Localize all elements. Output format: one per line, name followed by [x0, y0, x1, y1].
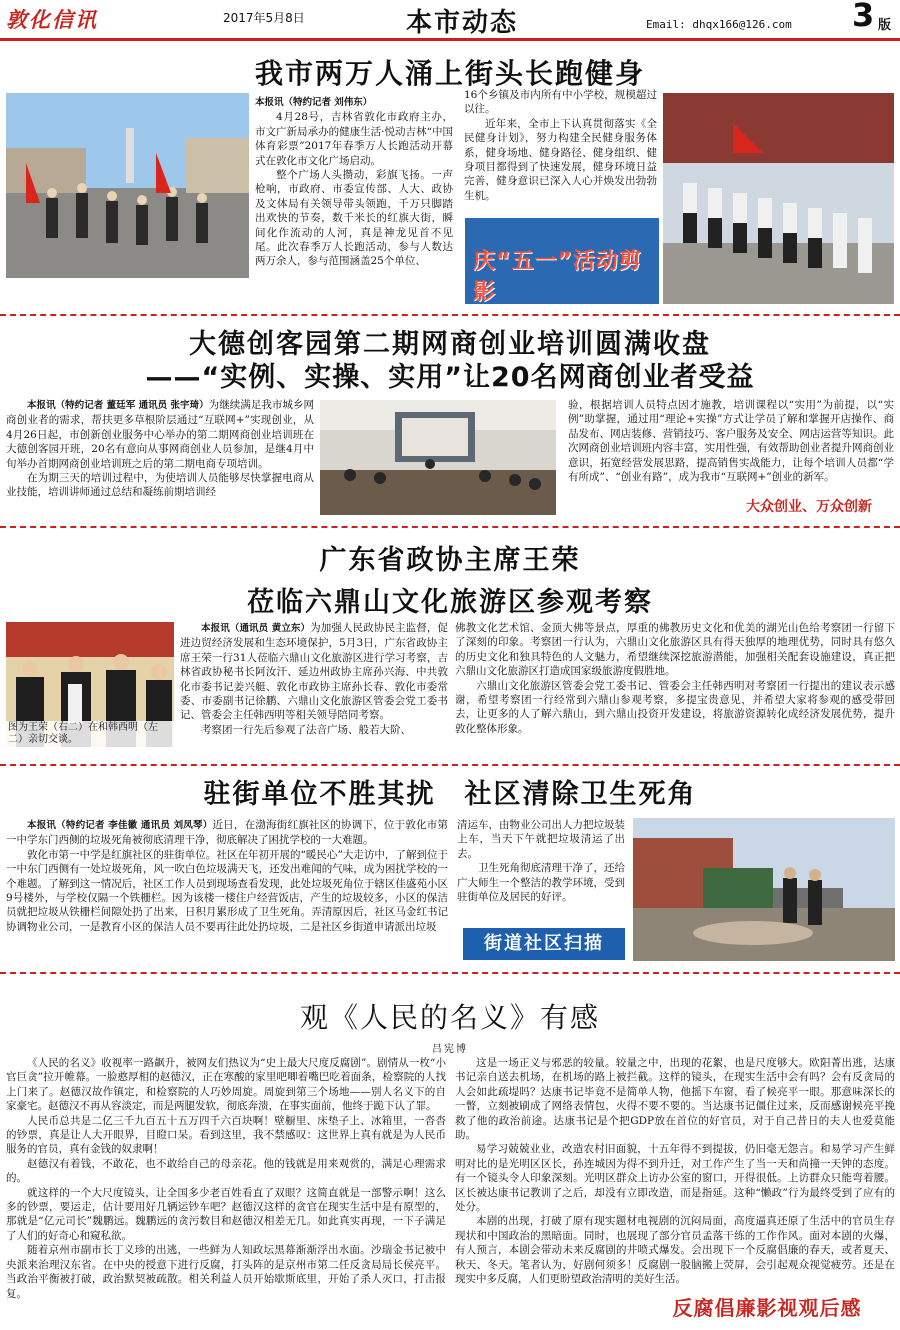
article3-col2-para1: 佛教文化艺术馆、金顶大佛等景点，厚重的佛教历史文化和优美的湖光山色给考察团一行留下了深刻的印象。考察团一行认为，六鼎山文化旅游区具有得天独厚的地理优势，同时具有悠久的历史文化和独具特色的人文魅力，希望继续深挖旅游潜能，加强相关配套设施建设，真正把六鼎山文化旅游区打造成国家级旅游度假胜地。 [455, 622, 895, 678]
article1-stamp [465, 218, 659, 304]
training-photo [320, 400, 556, 515]
article1-col2-para1: 16个乡镇及市内所有中小学校，规模超过以往。 [464, 89, 657, 116]
page-suffix: 版 [878, 18, 892, 33]
article1-col1 [255, 96, 453, 269]
article2-col2-para: 验，根据培训人员特点因才施教，培训课程以“实用”为前提，以“实例”助掌握，通过用“理论+实操”方式让学员了解和掌握开店操作、商品发布、网店装修、营销技巧、客户服务及安全、网店运营等知识。此次网商创业培训班内容丰富，实用性强，有效帮助创业者提升网商创业意识，拓宽经营发展思路，提高销售实战能力，让每个培训人员都“学有所成”、“创业有路”，成为我市“互联网+”创业的新军。 [568, 399, 894, 484]
article3-title-line2: 莅临六鼎山文化旅游区参观考察 [247, 587, 653, 618]
article2-byline: 本报讯（特约记者 董廷军 通讯员 张宇琦） [27, 400, 209, 411]
runners-street-image [6, 93, 249, 278]
masthead-rule [0, 38, 900, 41]
issue-date: 2017年5月8日 [223, 11, 305, 25]
page-number: 3 [852, 0, 875, 34]
masthead [0, 0, 900, 40]
article2-col1-text: 为继续满足我市城乡网商创业者的需求，帮扶更多草根阶层通过“互联网+”实现创业，从4月26日起，市创新创业服务中心举办的第二期网商创业培训班在大德创客园开班，20名有意向从事网商创业人员参加，是继4月中旬举办首期网商创业培训班之后的第二期电商专项培训。 [6, 399, 314, 470]
article2-title-line1: 大德创客园第二期网商创业培训圆满收盘 [189, 329, 711, 360]
article2-stamp [724, 497, 894, 517]
article3-col1-para2: 考察团一行先后参观了法音广场、般若大阶、 [201, 723, 411, 736]
visit-photo [6, 622, 174, 747]
divider-3 [0, 764, 900, 766]
article4-stamp [463, 928, 625, 960]
divider-2 [0, 526, 900, 528]
article2-stamp-text: 大众创业、万众创新 [746, 499, 872, 515]
marathon-photo-left [6, 93, 249, 278]
divider-1 [0, 314, 900, 316]
classroom-image [320, 400, 556, 515]
article1-byline: 本报讯（特约记者 刘伟东） [255, 97, 373, 108]
article2-col1 [6, 398, 314, 500]
article3-col2-para2: 六鼎山文化旅游区管委会党工委书记、管委会主任韩西明对考察团一行提出的建议表示感谢，希望考察团一行经常到六鼎山参观考察，多提宝贵意见，并希望大家将参观的感受带回去，让更多的人了解六鼎山，到六鼎山投资开发建设，将旅游资源转化成经济发展优势，提升敦化整体形象。 [455, 679, 895, 735]
article4-col2-para1: 清运车，由物业公司出人力把垃圾装上车，当天下午就把垃圾清运了出去。 [457, 819, 625, 860]
article2-col1-para1 [6, 398, 314, 471]
divider-4 [0, 972, 900, 974]
article1-col1-para2: 整个广场人头攒动，彩旗飞扬。一声枪响，市政府、市委宣传部、人大、政协及文体局有关领导带头领跑，千万只脚踏出欢快的节奏，数千米长的红旗大街，瞬间化作流动的人河，真是神龙见首不见尾。此次春季万人长跑活动，参与人数达两万余人，参与范围涵盖25个单位、 [255, 169, 453, 268]
article5-stamp-text: 反腐倡廉影视观后感 [672, 1296, 862, 1320]
article5-col1-para3: 赵德汉有着钱，不敢花，也不敢给自己的母亲花。他的钱就是用来观赏的，满足心理需求的。 [6, 1157, 446, 1185]
article1-stamp-text: 庆“五一”活动剪影 [473, 249, 642, 305]
article2-col2 [568, 398, 894, 484]
article3-col2 [455, 621, 895, 736]
article5-col1-para5: 随着京州市副市长丁义珍的出逃，一些鲜为人知政坛黑幕渐渐浮出水面。沙瑞金书记被中央派来治理汉东省。在中央的授意下进行反腐，打头阵的是京州市第二任反贪局局长侯亮平。当政治平衡被打破，政治默契被疏散。相关利益人员开始歇斯底里，开始了杀人灭口，打击报复。 [6, 1244, 446, 1300]
article4-col1-text: 近日，在渤海街红旗社区的协调下，位于敦化市第一中学东门西侧的垃圾死角被彻底清理干净，彻底解决了困扰学校的一大难题。 [6, 819, 448, 847]
article5-col1-para4: 就这样的一个大尺度镜头，让全国多少老百姓看直了双眼？这简直就是一部警示啊！这么多的钞票，要运走，估计要用好几辆运钞车吧？赵德汉这样的贪官在现实生活中是有原型的，那就是“亿元司长”魏鹏远。魏鹏远的贪污数目和赵德汉相差无几。如此真实再现，一下子满足了人们的好奇心和窥私欲。 [6, 1186, 446, 1242]
article4-byline: 本报讯（特约记者 李佳徽 通讯员 刘凤琴） [27, 820, 213, 831]
article4-title: 驻街单位不胜其扰 社区清除卫生死角 [203, 779, 697, 810]
article5-col2-para3: 本剧的出现，打破了原有现实题材电视剧的沉闷局面，高度逼真还原了生活中的官员生存现状和中国政治的黑暗面。同时，也展现了部分官员孟落干练的工作作风。面对本剧的火爆，有人预言，本剧会带动未来反腐剧的井喷式爆发。会出现下一个反腐倡廉的春天，或者夏天、秋天、冬天。笔者认为，好剧何须多！反腐剧一股脑搬上荧屏，会引起观众视觉疲劳。还是在现实中多反腐，人们更盼望政治清明的美好生活。 [455, 1215, 895, 1286]
cleanup-photo [633, 818, 895, 961]
article1-col2 [464, 88, 657, 203]
article4-col1-para1 [6, 818, 448, 848]
article5-title: 观《人民的名义》有感 [299, 1001, 600, 1034]
article4-col1 [6, 818, 448, 934]
article5-stamp [640, 1292, 894, 1324]
article1-col1-para1: 4月28号，吉林省敦化市政府主办，市文广新局承办的健康生活·悦动吉林“中国体育彩票”2017年春季万人长跑活动开幕式在敦化市文化广场启动。 [255, 111, 453, 167]
street-cleanup-image [633, 818, 895, 961]
article5-col2-para1: 这是一场正义与邪恶的较量。较量之中，出现的花絮，也是尺度够大。欧阳菁出逃，达康书记亲自送去机场，在机场的路上被拦截。这样的镜头，在现实生活中会有吗？会有反贪局的人会如此疏堤吗？达康书记毕竟不是简单人物，他摇下车窗，看了候亮平一眼。那意味深长的一瞥，立刻被刷成了网络表情包，火得不要不要的。当达康书记僵住过来，反而感谢候亮平挽救了他的政治前途。达康书记是个把GDP放在首位的好官员，对于自己昔日的夫人也爱莫能助。 [455, 1057, 895, 1142]
article3-title-line1: 广东省政协主席王荣 [319, 545, 581, 576]
article5-col2 [455, 1056, 895, 1287]
article3-col1-text: 为加强人民政协民主监督，促进边贸经济发展和生态环境保护，5月3日，广东省政协主席王荣一行31人莅临六鼎山文化旅游区进行学习考察，吉林省政协秘书长阿汝汗、延边州政协主席孙兴海、中共敦化市委书记姜兴艇、敦化市政协主席孙长春、敦化市委常委、市委副书记徐鹏、六鼎山文化旅游区管委会党工委书记、管委会主任韩西明等相关领导陪同考察。 [180, 622, 448, 722]
contact-email[interactable]: Email: dhqx166@126.com [646, 18, 792, 31]
article5-col1 [6, 1056, 446, 1301]
article5-col1-para1: 《人民的名义》收视率一路飙升，被网友们热议为“史上最大尺度反腐剧”。剧情从一枚“小官巨贪”拉开帷幕。一脸憨厚相的赵德汉，正在寒酸的家里吧唧着嘴巴吃着面条，检察院的人找上门来了。赵德汉故作镇定，和检察院的人巧妙周旋。周旋到第三个场地——别人名义下的自家豪宅。赵德汉不再从容淡定，而是两腿发软，彻底奔溃，在事实面前，他终于跪下认了罪。 [6, 1057, 446, 1113]
article5-col1-para2: 人民币总共是二亿三千九百五十五万四千六百块啊！壁橱里、床垫子上、冰箱里，一沓沓的钞票，真是让人大开眼界，目瞪口呆。看到这里，我不禁感叹：这世界上真有就是为人民币服务的官员，真有金钱的奴隶啊！ [6, 1114, 446, 1156]
student-runners-image [663, 93, 894, 304]
article4-col2-para2: 卫生死角彻底清理干净了，还给广大师生一个整洁的教学环境，受到驻街单位及居民的好评。 [457, 862, 625, 904]
paper-name: 敦化信讯 [6, 7, 98, 32]
article4-col2 [457, 818, 625, 904]
article5-col2-para2: 易学习兢兢业业，改造农村旧面貌，十五年得不到提拔，仍旧毫无怨言。和易学习产生鲜明对比的是光明区区长，孙连城因为得不到升迁，对工作产生了当一天和尚撞一天钟的态度。有一个镜头令人印象深刻。光明区群众上访办公室的窗口，开得很低。上访群众只能弯着腰。区长被达康书记教训了之后，却没有立即改造，而是指延。这种“懒政”行为最终受到了应有的处分。 [455, 1143, 895, 1214]
article2-title-line2: ——“实例、实操、实用”让20名网商创业者受益 [145, 362, 755, 393]
article4-stamp-text: 街道社区扫描 [484, 933, 604, 954]
article5-author: 吕宪博 [432, 1044, 468, 1055]
article4-col1-para2: 敦化市第一中学是红旗社区的驻街单位。社区在年初开展的“暖民心”大走访中，了解到位于一中东门西侧有一处垃圾死角，风一吹白色垃圾满天飞，还发出难闻的气味，成为困扰学校的一个难题。了解到这一情况后，社区工作人员到现场查看发现，此处垃圾死角位于辖区佳盛苑小区9号楼外，与学校仅隔一个铁栅栏。因为该楼一楼住户经营饭店，产生的垃圾较多，小区的保洁员就把垃圾从铁栅栏间隙处扔了出来，日积月累形成了卫生死角。弄清原因后，社区马金红书记协调物业公司，一是教育小区的保洁人员不要再往此处扔垃圾，二是社区乡街道申请派出垃圾 [6, 848, 448, 933]
article1-col2-para2: 近年来，全市上下认真贯彻落实《全民健身计划》，努力构建全民健身服务体系，健身场地、健身路径、健身组织、健身项目都得到了快速发展，健身环境日益完善，健身意识已深入人心并焕发出勃勃生机。 [464, 117, 657, 202]
article3-col1-para1 [180, 621, 448, 723]
article3-col1 [180, 621, 448, 737]
section-title: 本市动态 [406, 8, 519, 38]
marathon-photo-right [663, 93, 894, 304]
visit-photo-caption: 图为王荣（右二）在和韩西明（左二）亲切交谈。 [6, 721, 174, 747]
article2-col1-para2: 在为期三天的培训过程中，为使培训人员能够尽快掌握电商从业技能，培训讲师通过总结和凝练前期培训经 [6, 472, 314, 499]
article3-byline: 本报讯（通讯员 黄立东） [201, 623, 311, 634]
article1-title: 我市两万人涌上街头长跑健身 [254, 57, 645, 90]
